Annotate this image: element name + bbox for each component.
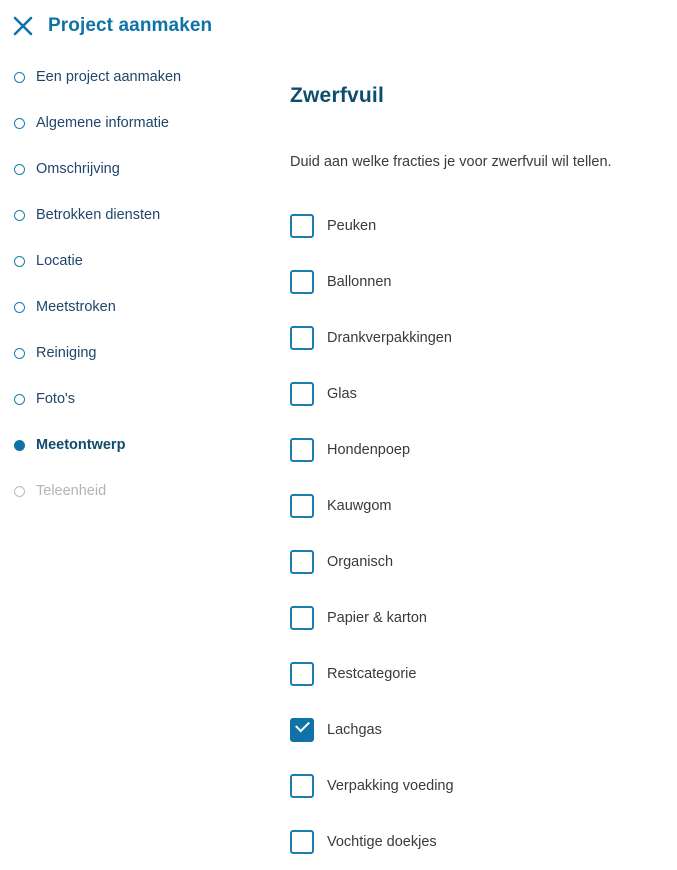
list-item-peuken[interactable] xyxy=(290,198,653,254)
sidebar-item-meetstroken[interactable] xyxy=(0,284,268,330)
list-item-vochtige-doekjes[interactable] xyxy=(290,814,653,870)
step-bullet-icon xyxy=(14,72,25,83)
list-item-label: Kauwgom xyxy=(327,498,392,514)
checkbox-kauwgom[interactable] xyxy=(290,494,314,518)
list-item-label: Organisch xyxy=(327,554,394,570)
sidebar-item-label: Meetontwerp xyxy=(36,437,126,453)
step-bullet-icon xyxy=(14,302,25,313)
checkbox-vochtige-doekjes[interactable] xyxy=(290,830,314,854)
list-item-label: Verpakking voeding xyxy=(327,778,454,794)
list-item-label: Restcategorie xyxy=(327,666,417,682)
panel-heading: Zwerfvuil xyxy=(290,84,384,107)
meetontwerp-panel xyxy=(268,42,677,870)
list-item-hondenpoep[interactable] xyxy=(290,422,653,478)
sidebar-item-meetontwerp[interactable] xyxy=(0,422,268,468)
list-item-label: Papier & karton xyxy=(327,610,427,626)
wizard-step-nav xyxy=(0,42,268,514)
step-bullet-icon xyxy=(14,348,25,359)
sidebar-item-reiniging[interactable] xyxy=(0,330,268,376)
sidebar-item-label: Een project aanmaken xyxy=(36,69,182,85)
list-item-restcategorie[interactable] xyxy=(290,646,653,702)
list-item-label: Drankverpakkingen xyxy=(327,330,452,346)
list-item-label: Peuken xyxy=(327,218,377,234)
step-bullet-icon xyxy=(14,394,25,405)
sidebar-item-label: Teleenheid xyxy=(36,483,107,499)
sidebar-item-omschrijving[interactable] xyxy=(0,146,268,192)
checkbox-papier-karton[interactable] xyxy=(290,606,314,630)
list-item-label: Lachgas xyxy=(327,722,382,738)
sidebar-item-label: Locatie xyxy=(36,253,83,269)
list-item-verpakking-voeding[interactable] xyxy=(290,758,653,814)
sidebar-item-locatie[interactable] xyxy=(0,238,268,284)
sidebar-item-label: Reiniging xyxy=(36,345,97,361)
checkbox-organisch[interactable] xyxy=(290,550,314,574)
sidebar-item-een-project-aanmaken[interactable] xyxy=(0,54,268,100)
list-item-label: Hondenpoep xyxy=(327,442,411,458)
sidebar-item-label: Foto's xyxy=(36,391,76,407)
step-bullet-active-icon xyxy=(14,440,25,451)
wizard-body xyxy=(0,42,677,870)
step-bullet-icon xyxy=(14,164,25,175)
wizard-header xyxy=(0,0,677,42)
check-icon xyxy=(295,718,310,733)
list-item-glas[interactable] xyxy=(290,366,653,422)
fraction-checkbox-list xyxy=(290,198,653,870)
list-item-organisch[interactable] xyxy=(290,534,653,590)
sidebar-item-teleenheid xyxy=(0,468,268,514)
list-item-kauwgom[interactable] xyxy=(290,478,653,534)
sidebar-item-algemene-informatie[interactable] xyxy=(0,100,268,146)
list-item-label: Vochtige doekjes xyxy=(327,834,437,850)
page-title: Project aanmaken xyxy=(48,15,213,36)
checkbox-drankverpakkingen[interactable] xyxy=(290,326,314,350)
step-bullet-icon xyxy=(14,486,25,497)
list-item-lachgas[interactable] xyxy=(290,702,653,758)
checkbox-verpakking-voeding[interactable] xyxy=(290,774,314,798)
checkbox-peuken[interactable] xyxy=(290,214,314,238)
checkbox-restcategorie[interactable] xyxy=(290,662,314,686)
checkbox-hondenpoep[interactable] xyxy=(290,438,314,462)
list-item-ballonnen[interactable] xyxy=(290,254,653,310)
checkbox-lachgas[interactable] xyxy=(290,718,314,742)
step-bullet-icon xyxy=(14,118,25,129)
sidebar-item-label: Algemene informatie xyxy=(36,115,169,131)
sidebar-item-label: Omschrijving xyxy=(36,161,120,177)
list-item-label: Glas xyxy=(327,386,357,402)
close-icon[interactable] xyxy=(12,15,34,37)
step-bullet-icon xyxy=(14,256,25,267)
sidebar-item-betrokken-diensten[interactable] xyxy=(0,192,268,238)
checkbox-ballonnen[interactable] xyxy=(290,270,314,294)
panel-instruction: Duid aan welke fracties je voor zwerfvuil wil tellen. xyxy=(290,154,612,170)
checkbox-glas[interactable] xyxy=(290,382,314,406)
sidebar-item-fotos[interactable] xyxy=(0,376,268,422)
list-item-drankverpakkingen[interactable] xyxy=(290,310,653,366)
step-bullet-icon xyxy=(14,210,25,221)
sidebar-item-label: Meetstroken xyxy=(36,299,116,315)
sidebar-item-label: Betrokken diensten xyxy=(36,207,161,223)
list-item-papier-karton[interactable] xyxy=(290,590,653,646)
list-item-label: Ballonnen xyxy=(327,274,392,290)
